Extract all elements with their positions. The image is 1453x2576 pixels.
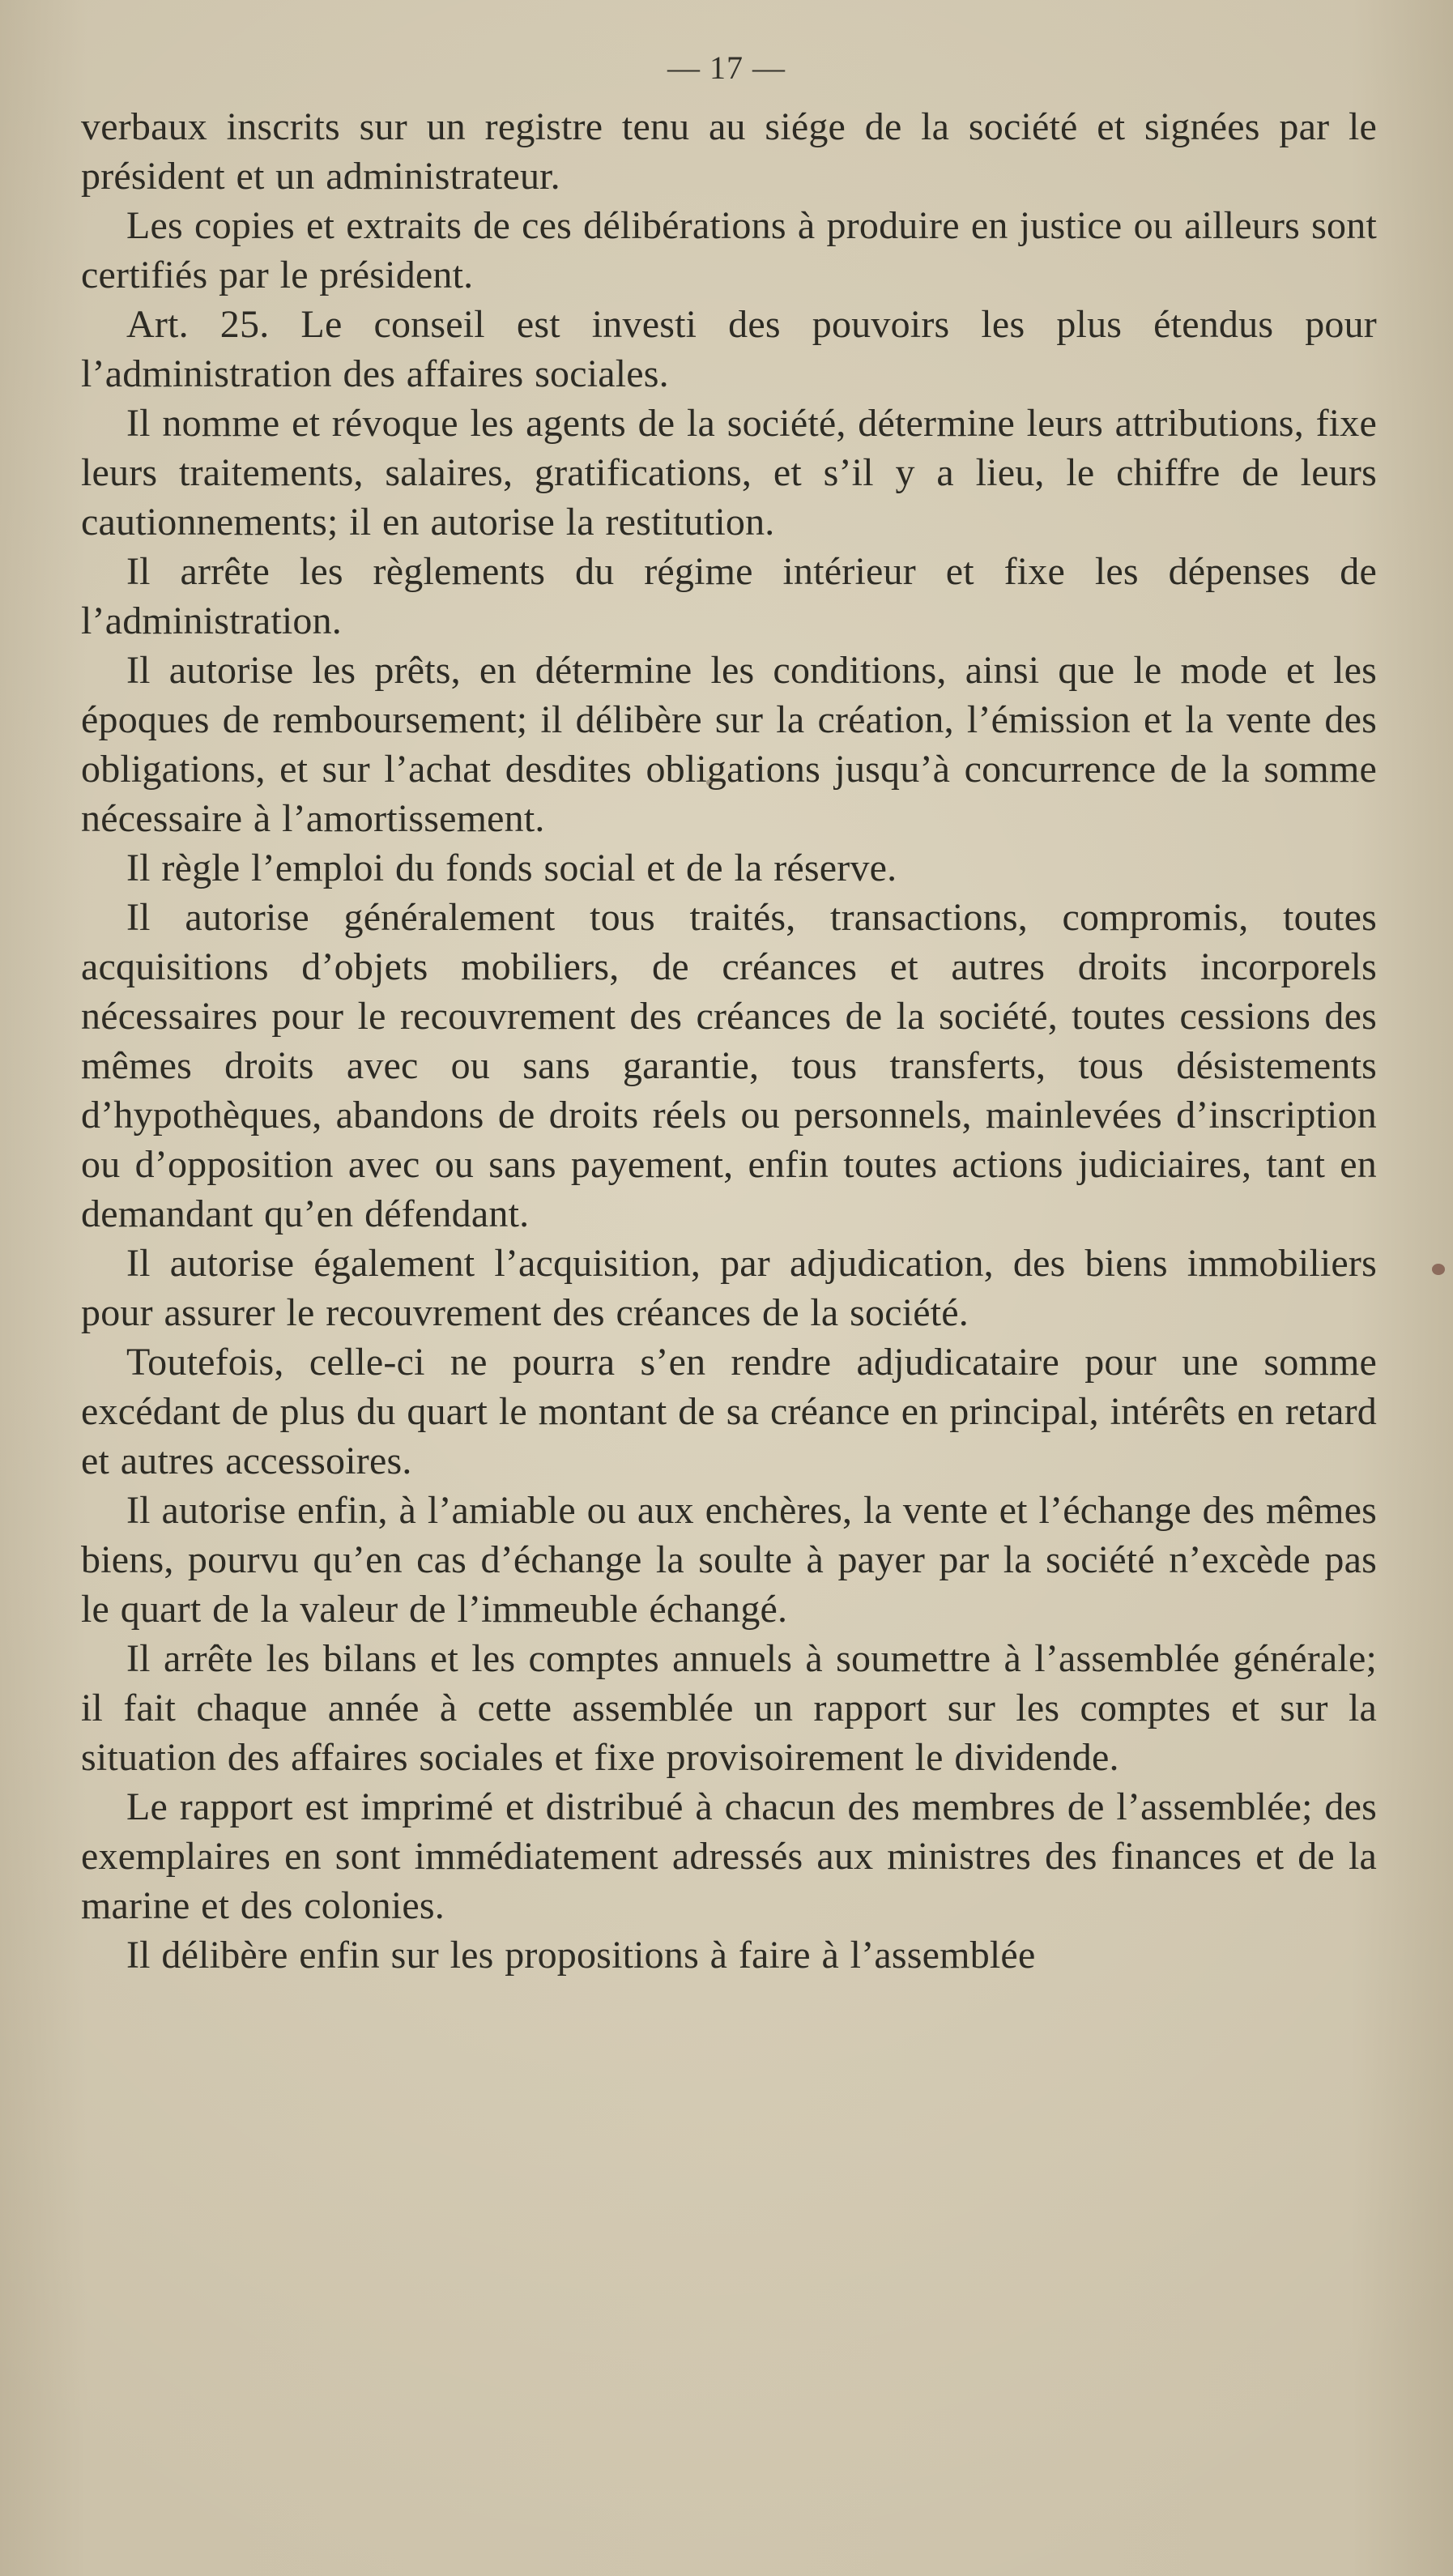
text-block — [81, 102, 1377, 1980]
paper-speck — [706, 779, 713, 786]
paragraph: Les copies et extraits de ces délibérations à produire en justice ou ailleurs sont certifiés par le président. — [81, 204, 1377, 296]
paragraph: Le rapport est imprimé et distribué à chacun des membres de l’assemblée; des exemplaires en sont immédiatement adressés aux ministres des finances et de la marine et des colonies. — [81, 1785, 1377, 1927]
page-number: — 17 — — [667, 49, 786, 86]
paragraph: Il autorise généralement tous traités, transactions, compromis, toutes acquisitions d’objets mobiliers, de créances et autres droits incorporels nécessaires pour le recouvrement des créances de la société, toutes cessions des mêmes droits avec ou sans garantie, tous transferts, tous désistements d’hypothèques, abandons de droits réels ou personnels, mainlevées d’inscription ou d’opposition avec ou sans payement, enfin toutes actions judiciaires, tant en demandant qu’en défendant. — [81, 896, 1377, 1235]
paragraph: Il nomme et révoque les agents de la société, détermine leurs attributions, fixe leurs traitements, salaires, gratifications, et s’il y a lieu, le chiffre de leurs cautionnements; il en autorise la restitution. — [81, 402, 1377, 544]
paragraph: Il arrête les règlements du régime intérieur et fixe les dépenses de l’administration. — [81, 550, 1377, 642]
paragraph: Il délibère enfin sur les propositions à faire à l’assemblée — [126, 1934, 1036, 1977]
paragraph: Il autorise également l’acquisition, par adjudication, des biens immobiliers pour assurer le recouvrement des créances de la société. — [81, 1242, 1377, 1334]
paragraph-article-25: Art. 25. Le conseil est investi des pouvoirs les plus étendus pour l’administration des affaires sociales. — [81, 303, 1377, 395]
paper-speck — [1432, 1264, 1445, 1275]
paragraph: Il arrête les bilans et les comptes annuels à soumettre à l’assemblée générale; il fait chaque année à cette assemblée un rapport sur les comptes et sur la situation des affaires sociales et fixe provisoirement le dividende. — [81, 1637, 1377, 1779]
paragraph: Il autorise enfin, à l’amiable ou aux enchères, la vente et l’échange des mêmes biens, pourvu qu’en cas d’échange la soulte à payer par la société n’excède pas le quart de la valeur de l’immeuble échangé. — [81, 1489, 1377, 1631]
paragraph: Il autorise les prêts, en détermine les conditions, ainsi que le mode et les époques de remboursement; il délibère sur la création, l’émission et la vente des obligations, et sur l’achat desdites obligations jusqu’à concurrence de la somme nécessaire à l’amortissement. — [81, 649, 1377, 840]
paragraph: verbaux inscrits sur un registre tenu au siége de la société et signées par le président et un administrateur. — [81, 105, 1377, 198]
paragraph: Il règle l’emploi du fonds social et de la réserve. — [126, 847, 897, 889]
paragraph: Toutefois, celle-ci ne pourra s’en rendre adjudicataire pour une somme excédant de plus du quart le montant de sa créance en principal, intérêts en retard et autres accessoires. — [81, 1341, 1377, 1482]
